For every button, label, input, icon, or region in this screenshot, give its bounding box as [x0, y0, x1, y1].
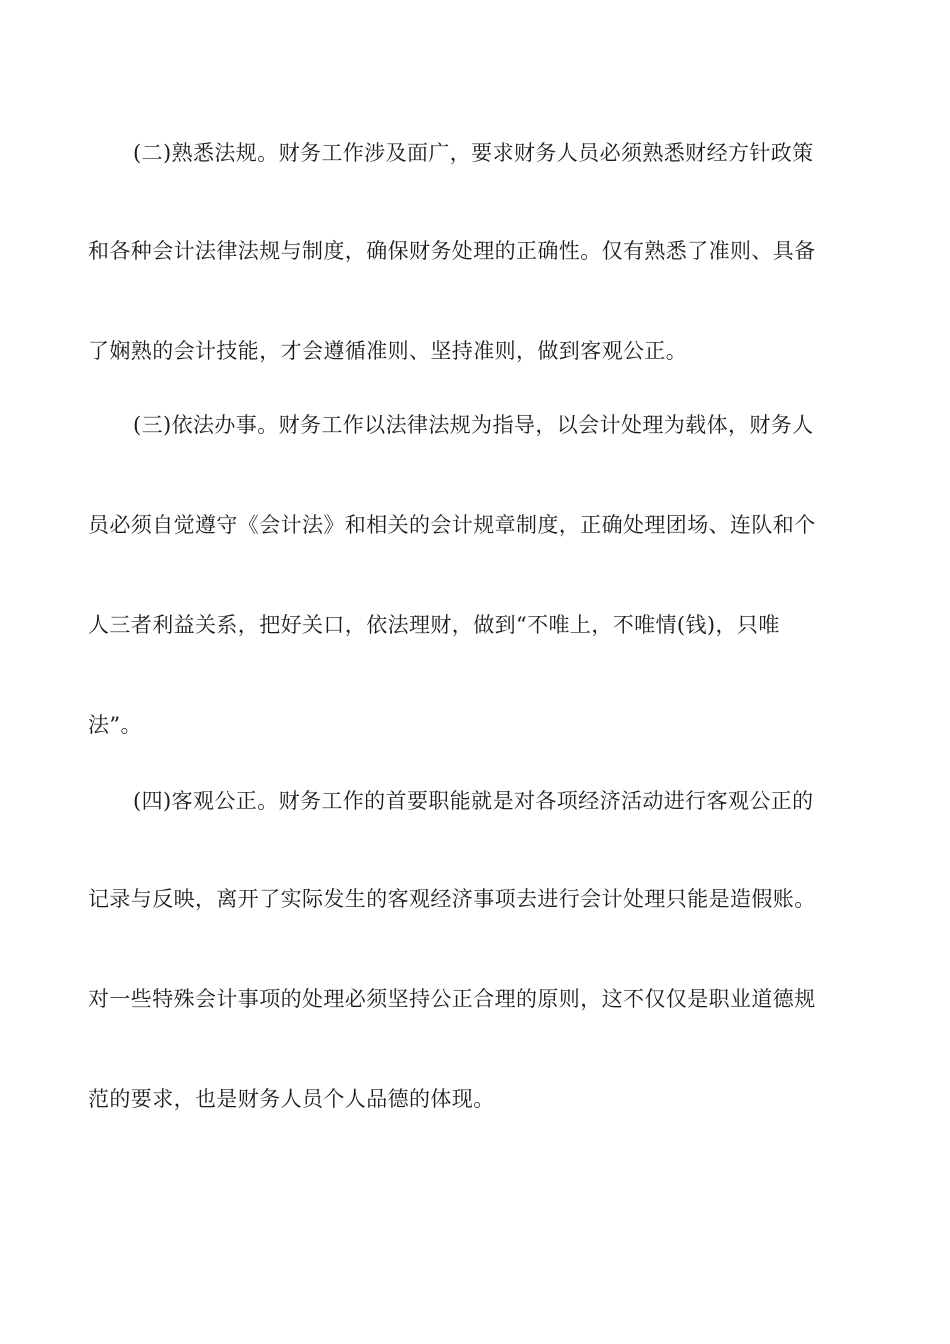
paragraph-4-line-1: (四)客观公正。财务工作的首要职能就是对各项经济活动进行客观公正的	[133, 789, 814, 813]
paragraph-4-line-2: 记录与反映，离开了实际发生的客观经济事项去进行会计处理只能是造假账。	[88, 887, 816, 911]
paragraph-2-line-2: 和各种会计法律法规与制度，确保财务处理的正确性。仅有熟悉了准则、具备	[88, 239, 816, 263]
paragraph-4-line-3: 对一些特殊会计事项的处理必须坚持公正合理的原则，这不仅仅是职业道德规	[88, 987, 816, 1011]
paragraph-3-line-2: 员必须自觉遵守《会计法》和相关的会计规章制度，正确处理团场、连队和个	[88, 513, 816, 537]
paragraph-3-line-3: 人三者利益关系，把好关口，依法理财，做到“不唯上，不唯情(钱)，只唯	[88, 613, 780, 637]
paragraph-3-line-4: 法”。	[88, 713, 142, 737]
paragraph-3-line-1: (三)依法办事。财务工作以法律法规为指导，以会计处理为载体，财务人	[133, 413, 814, 437]
paragraph-2-line-3: 了娴熟的会计技能，才会遵循准则、坚持准则，做到客观公正。	[88, 339, 688, 363]
paragraph-2-line-1: (二)熟悉法规。财务工作涉及面广，要求财务人员必须熟悉财经方针政策	[133, 141, 814, 165]
paragraph-4-line-4: 范的要求，也是财务人员个人品德的体现。	[88, 1087, 495, 1111]
